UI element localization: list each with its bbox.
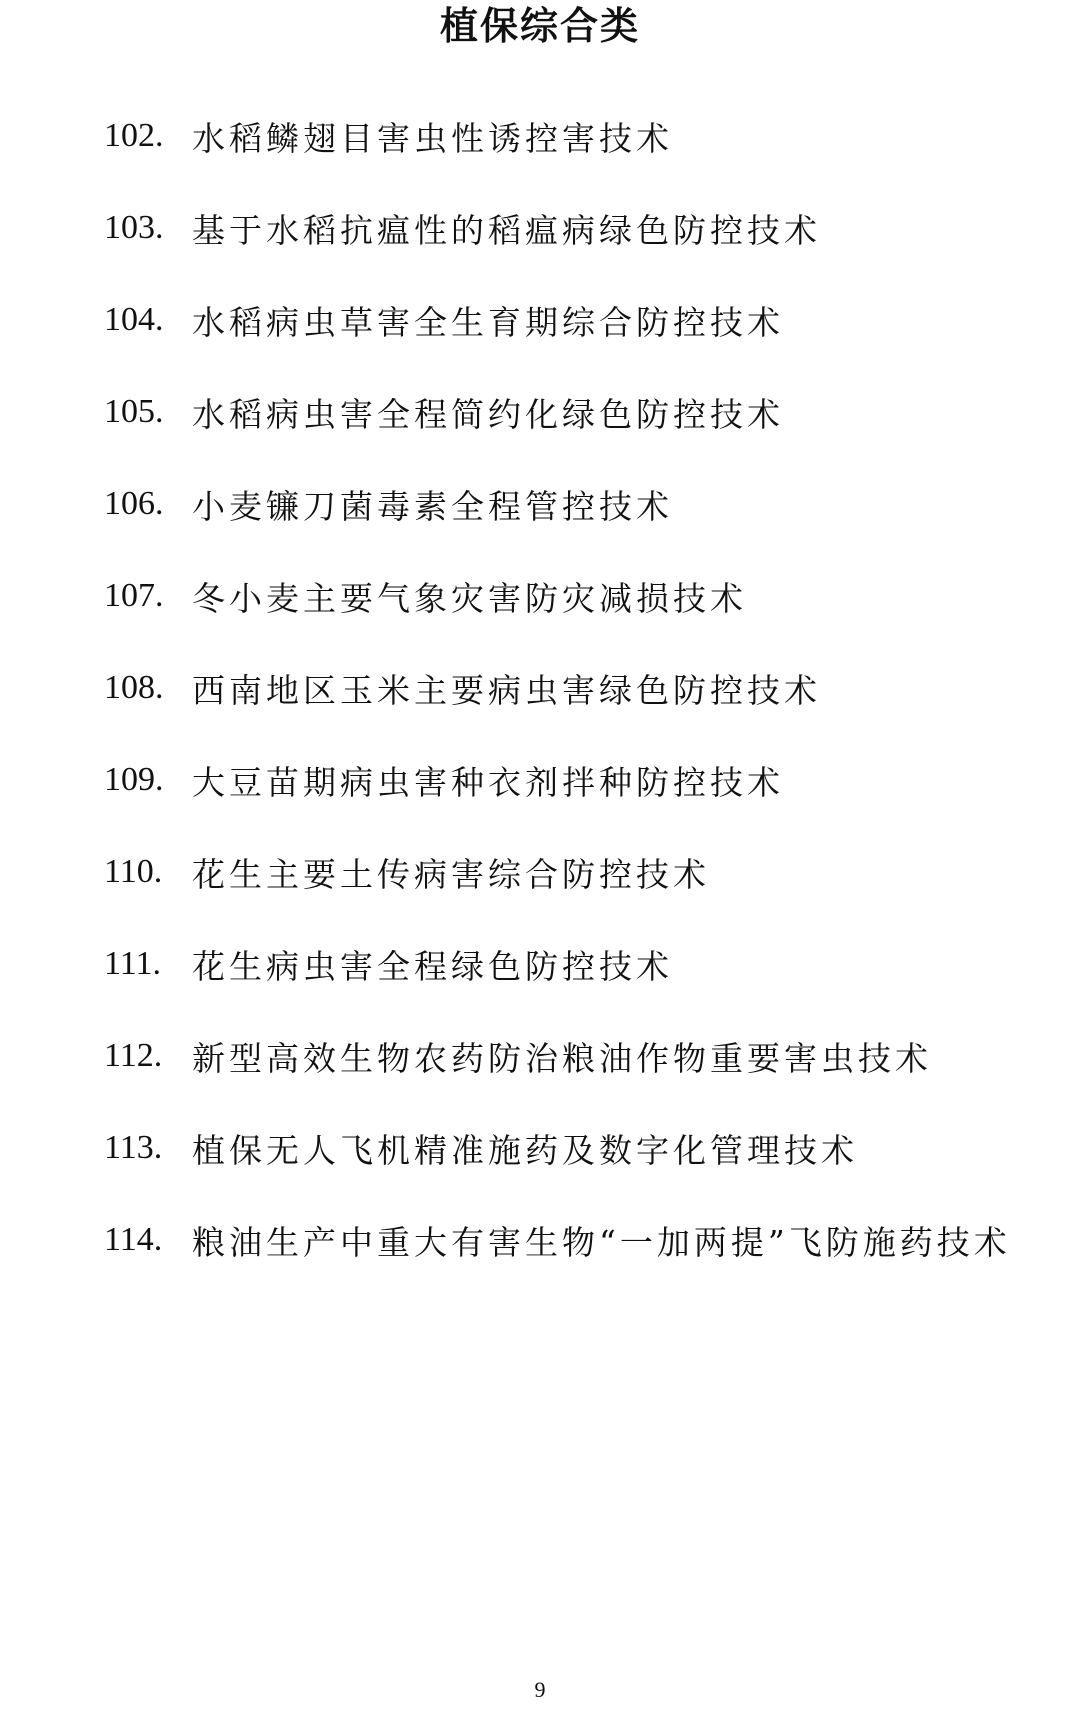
item-text: 水稻病虫草害全生育期综合防控技术 <box>192 302 784 342</box>
item-text: 花生病虫害全程绿色防控技术 <box>192 946 673 986</box>
item-number: 114. <box>104 1221 163 1258</box>
list-item <box>104 550 1064 642</box>
item-text: 粮油生产中重大有害生物“一加两提”飞防施药技术 <box>192 1222 1011 1262</box>
list-item <box>104 826 1064 918</box>
list-item <box>104 458 1064 550</box>
list-item <box>104 734 1064 826</box>
item-text: 新型高效生物农药防治粮油作物重要害虫技术 <box>192 1038 932 1078</box>
list-item <box>104 918 1064 1010</box>
item-text: 大豆苗期病虫害种衣剂拌种防控技术 <box>192 762 784 802</box>
item-text: 水稻病虫害全程简约化绿色防控技术 <box>192 394 784 434</box>
item-number: 104. <box>104 301 164 338</box>
item-number: 112. <box>104 1037 163 1074</box>
page-number: 9 <box>534 1677 546 1702</box>
item-text: 花生主要土传病害综合防控技术 <box>192 854 710 894</box>
list-item <box>104 182 1064 274</box>
item-number: 110. <box>104 853 163 890</box>
item-text: 西南地区玉米主要病虫害绿色防控技术 <box>192 670 821 710</box>
list-item <box>104 90 1064 182</box>
item-number: 108. <box>104 669 164 706</box>
item-number: 105. <box>104 393 164 430</box>
list-item <box>104 1194 1064 1286</box>
item-text: 水稻鳞翅目害虫性诱控害技术 <box>192 118 673 158</box>
page-title: 植保综合类 <box>439 4 640 48</box>
list-item <box>104 366 1064 458</box>
item-text: 植保无人飞机精准施药及数字化管理技术 <box>192 1130 858 1170</box>
item-text: 冬小麦主要气象灾害防灾减损技术 <box>192 578 747 618</box>
item-number: 106. <box>104 485 164 522</box>
list-item <box>104 642 1064 734</box>
item-number: 109. <box>104 761 164 798</box>
item-number: 113. <box>104 1129 163 1166</box>
item-number: 102. <box>104 117 164 154</box>
technology-list <box>104 90 1064 1286</box>
item-number: 107. <box>104 577 164 614</box>
item-text: 小麦镰刀菌毒素全程管控技术 <box>192 486 673 526</box>
item-text: 基于水稻抗瘟性的稻瘟病绿色防控技术 <box>192 210 821 250</box>
item-number: 111. <box>104 945 161 982</box>
item-number: 103. <box>104 209 164 246</box>
list-item <box>104 1102 1064 1194</box>
list-item <box>104 1010 1064 1102</box>
list-item <box>104 274 1064 366</box>
